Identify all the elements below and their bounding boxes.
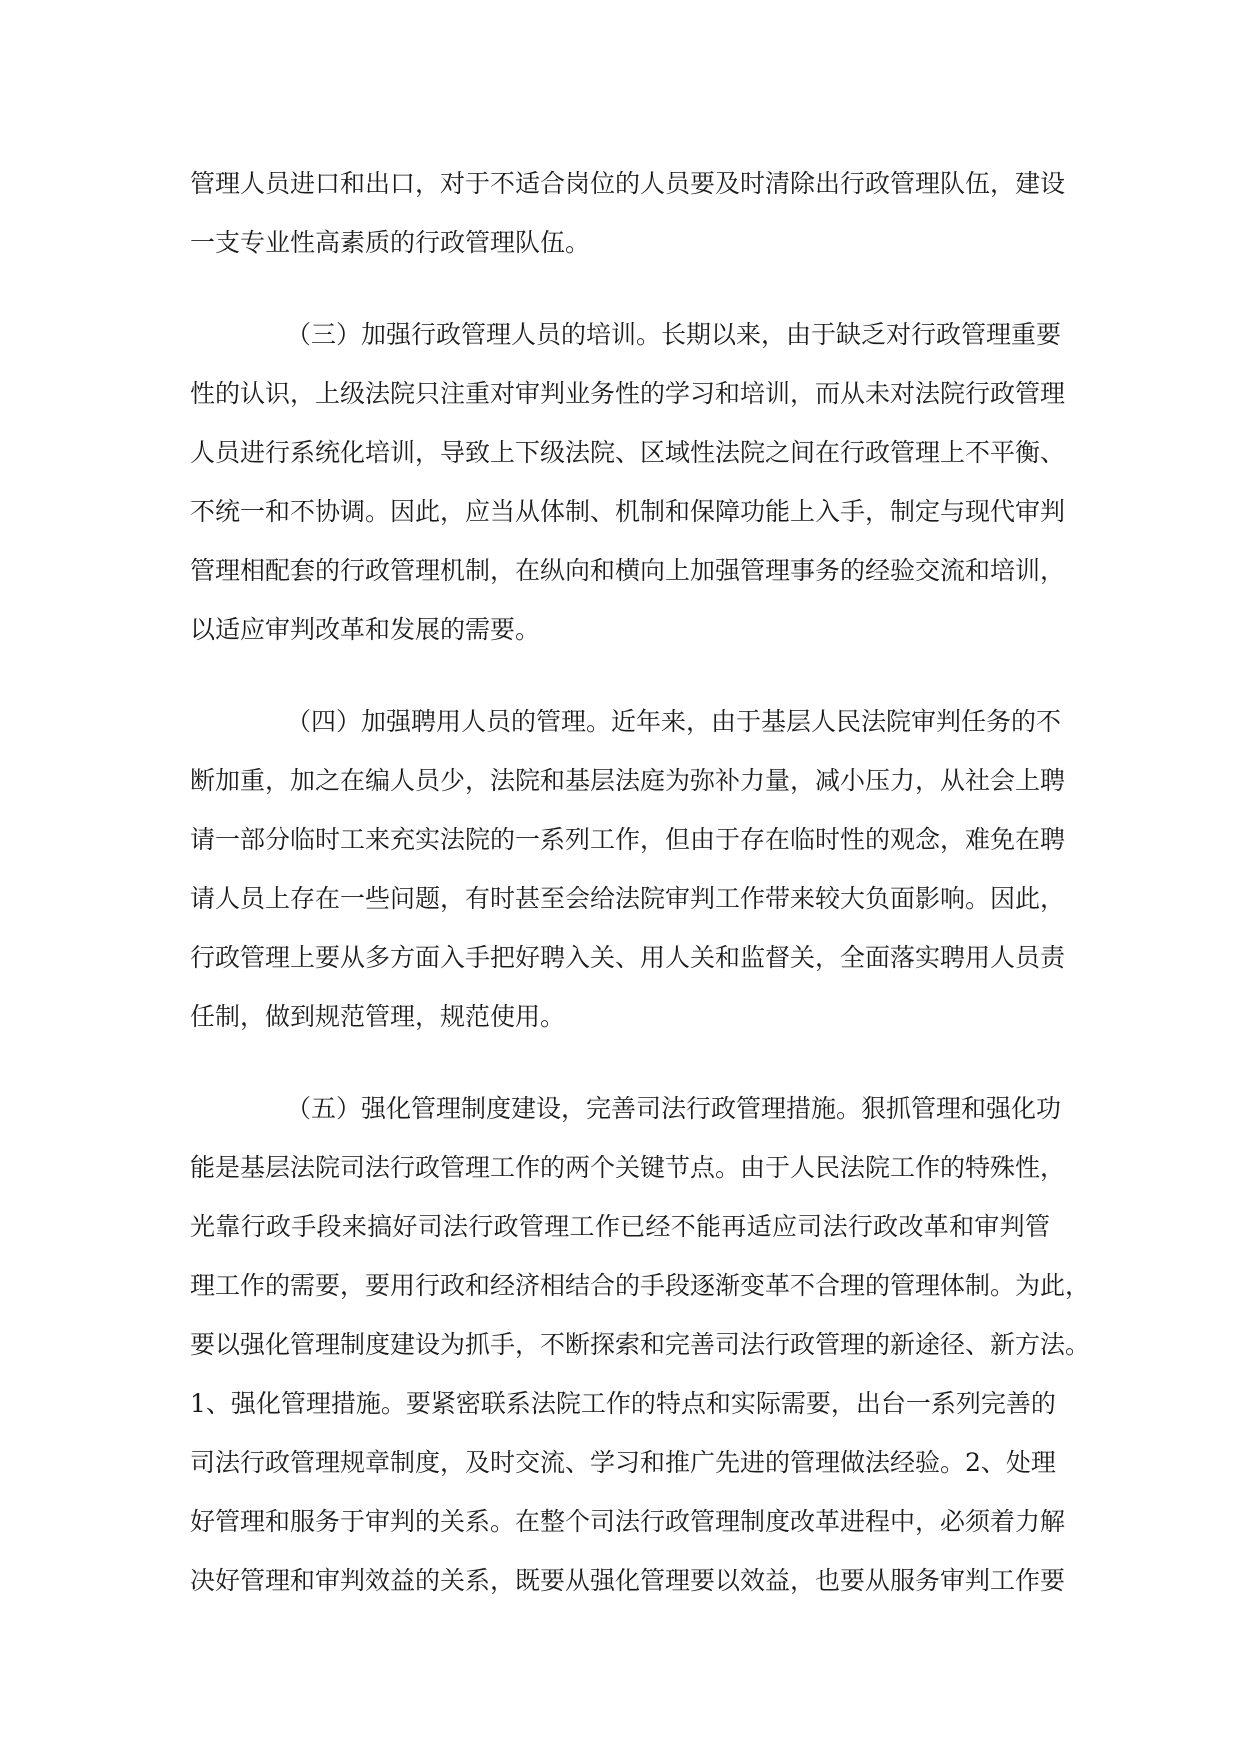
text-line: 断加重，加之在编人员少，法院和基层法庭为弥补力量，减小压力，从社会上聘	[190, 766, 1066, 795]
text-line: 以适应审判改革和发展的需要。	[190, 615, 541, 644]
text-line: 光靠行政手段来搞好司法行政管理工作已经不能再适应司法行政改革和审判管	[190, 1212, 1050, 1241]
text-line: 一支专业性高素质的行政管理队伍。	[190, 228, 591, 257]
text-line: 性的认识，上级法院只注重对审判业务性的学习和培训，而从未对法院行政管理	[190, 379, 1066, 408]
text-line: 管理人员进口和出口，对于不适合岗位的人员要及时清除出行政管理队伍，建设	[190, 169, 1066, 198]
text-line: 决好管理和审判效益的关系，既要从强化管理要以效益，也要从服务审判工作要	[190, 1566, 1066, 1595]
paragraph-section-4	[190, 692, 1066, 1046]
text-line: 理工作的需要，要用行政和经济相结合的手段逐渐变革不合理的管理体制。为此，	[190, 1271, 1091, 1300]
paragraph-section-3	[190, 305, 1066, 659]
text-line: 请一部分临时工来充实法院的一系列工作，但由于存在临时性的观念，难免在聘	[190, 825, 1066, 854]
text-line: 行政管理上要从多方面入手把好聘入关、用人关和监督关，全面落实聘用人员责	[190, 943, 1066, 972]
text-line: 好管理和服务于审判的关系。在整个司法行政管理制度改革进程中，必须着力解	[190, 1507, 1066, 1536]
text-line: 任制，做到规范管理，规范使用。	[190, 1002, 566, 1031]
text-line: （三）加强行政管理人员的培训。长期以来，由于缺乏对行政管理重要	[286, 320, 1062, 349]
text-line: 司法行政管理规章制度，及时交流、学习和推广先进的管理做法经验。2、处理	[190, 1448, 1056, 1477]
text-line: 能是基层法院司法行政管理工作的两个关键节点。由于人民法院工作的特殊性，	[190, 1153, 1066, 1182]
text-line: 1、强化管理措施。要紧密联系法院工作的特点和实际需要，出台一系列完善的	[190, 1389, 1056, 1418]
text-line: （四）加强聘用人员的管理。近年来，由于基层人民法院审判任务的不	[286, 707, 1062, 736]
text-line: 不统一和不协调。因此，应当从体制、机制和保障功能上入手，制定与现代审判	[190, 497, 1066, 526]
text-line: （五）强化管理制度建设，完善司法行政管理措施。狠抓管理和强化功	[286, 1094, 1062, 1123]
text-line: 人员进行系统化培训，导致上下级法院、区域性法院之间在行政管理上不平衡、	[190, 438, 1066, 467]
text-line: 请人员上存在一些问题，有时甚至会给法院审判工作带来较大负面影响。因此，	[190, 884, 1066, 913]
paragraph-section-5	[190, 1079, 1091, 1610]
text-line: 管理相配套的行政管理机制，在纵向和横向上加强管理事务的经验交流和培训，	[190, 556, 1066, 585]
document-body	[190, 154, 1091, 1610]
text-line: 要以强化管理制度建设为抓手，不断探索和完善司法行政管理的新途径、新方法。	[190, 1330, 1091, 1359]
paragraph-continuation	[190, 154, 1066, 272]
